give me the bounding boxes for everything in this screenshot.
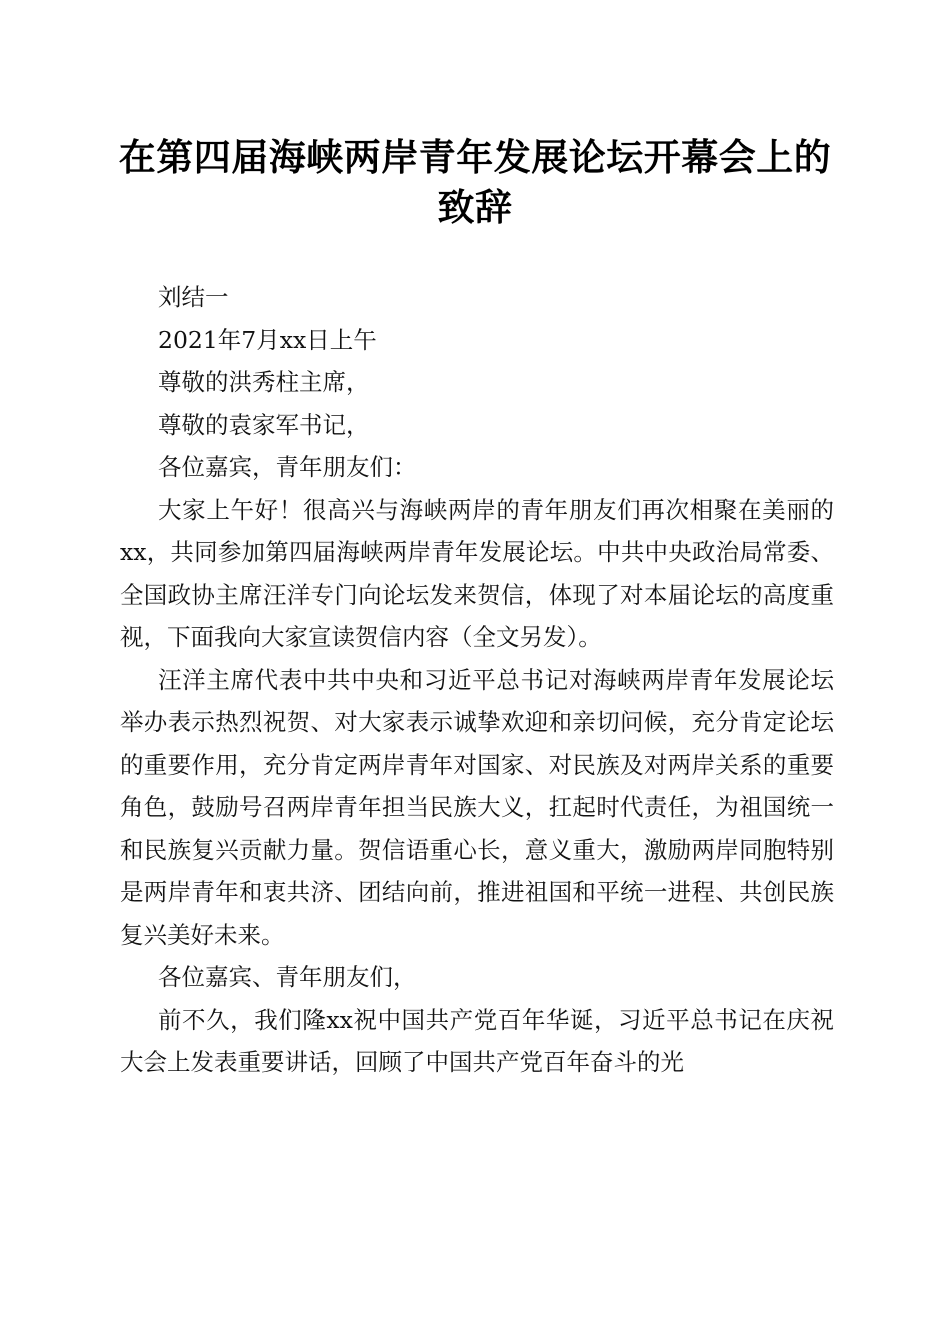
- body-paragraph: 大家上午好！很高兴与海峡两岸的青年朋友们再次相聚在美丽的xx，共同参加第四届海峡两岸青年发展论坛。中共中央政治局常委、全国政协主席汪洋专门向论坛发来贺信，体现了对本届论坛的高度重视，下面我向大家宣读贺信内容（全文另发）。: [120, 495, 834, 651]
- salutation-line: 各位嘉宾，青年朋友们：: [158, 453, 417, 481]
- speaker-name: 刘结一: [158, 283, 229, 311]
- document-body: [120, 276, 834, 1084]
- salutation-line: 尊敬的洪秀柱主席，: [158, 368, 370, 396]
- salutation-line: 各位嘉宾、青年朋友们，: [158, 963, 417, 991]
- body-paragraph: 汪洋主席代表中共中央和习近平总书记对海峡两岸青年发展论坛举办表示热烈祝贺、对大家表示诚挚欢迎和亲切问候，充分肯定论坛的重要作用，充分肯定两岸青年对国家、对民族及对两岸关系的重要角色，鼓励号召两岸青年担当民族大义，扛起时代责任，为祖国统一和民族复兴贡献力量。贺信语重心长，意义重大，激励两岸同胞特别是两岸青年和衷共济、团结向前，推进祖国和平统一进程、共创民族复兴美好未来。: [120, 665, 834, 949]
- speech-date: 2021年7月xx日上午: [158, 325, 377, 354]
- body-paragraph: 前不久，我们隆xx祝中国共产党百年华诞，习近平总书记在庆祝大会上发表重要讲话，回顾了中国共产党百年奋斗的光: [120, 1005, 834, 1076]
- salutation-line: 尊敬的袁家军书记，: [158, 410, 370, 439]
- document-title: 在第四届海峡两岸青年发展论坛开幕会上的致辞: [118, 135, 832, 229]
